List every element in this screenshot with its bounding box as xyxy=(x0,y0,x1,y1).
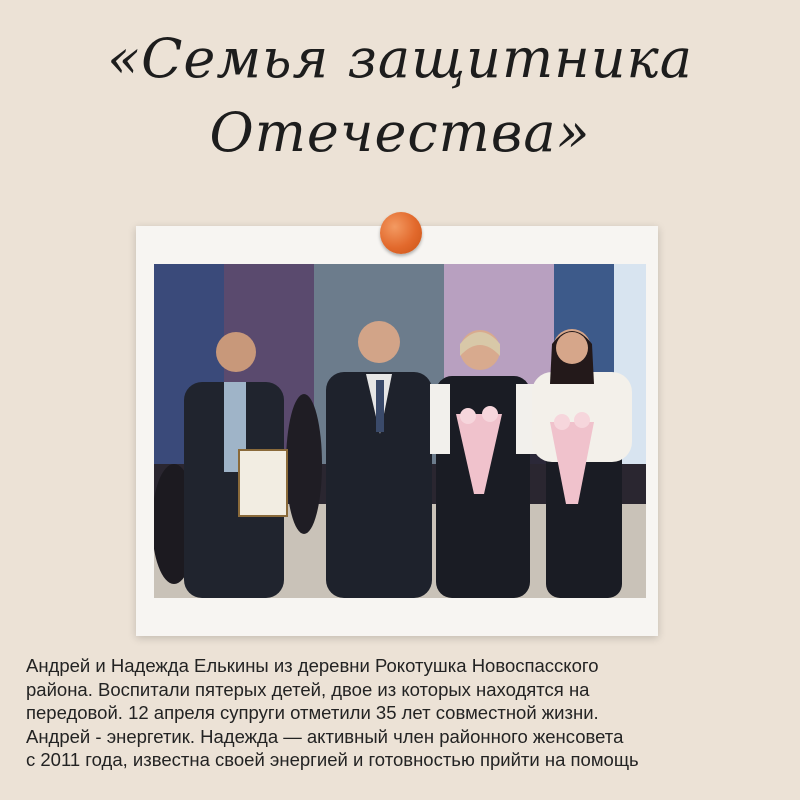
page-title xyxy=(0,22,800,170)
caption-line: района. Воспитали пятерых детей, двое из которых находятся на xyxy=(26,678,590,700)
caption-line: Андрей и Надежда Елькины из деревни Рокотушка Новоспасского xyxy=(26,655,599,676)
caption-line: Андрей - энергетик. Надежда — активный член районного женсовета xyxy=(26,725,624,747)
title-line-1: «Семья защитника xyxy=(107,27,693,90)
award-photo xyxy=(154,264,646,598)
caption-line: передовой. 12 апреля супруги отметили 35 лет совместной жизни. xyxy=(26,702,599,723)
photo-illustration xyxy=(154,264,646,598)
pushpin-icon xyxy=(380,212,422,254)
title-line-2: Отечества» xyxy=(209,101,591,164)
caption-text xyxy=(26,654,786,772)
caption-line: с 2011 года, известна своей энергией и готовностью прийти на помощь xyxy=(26,749,639,770)
